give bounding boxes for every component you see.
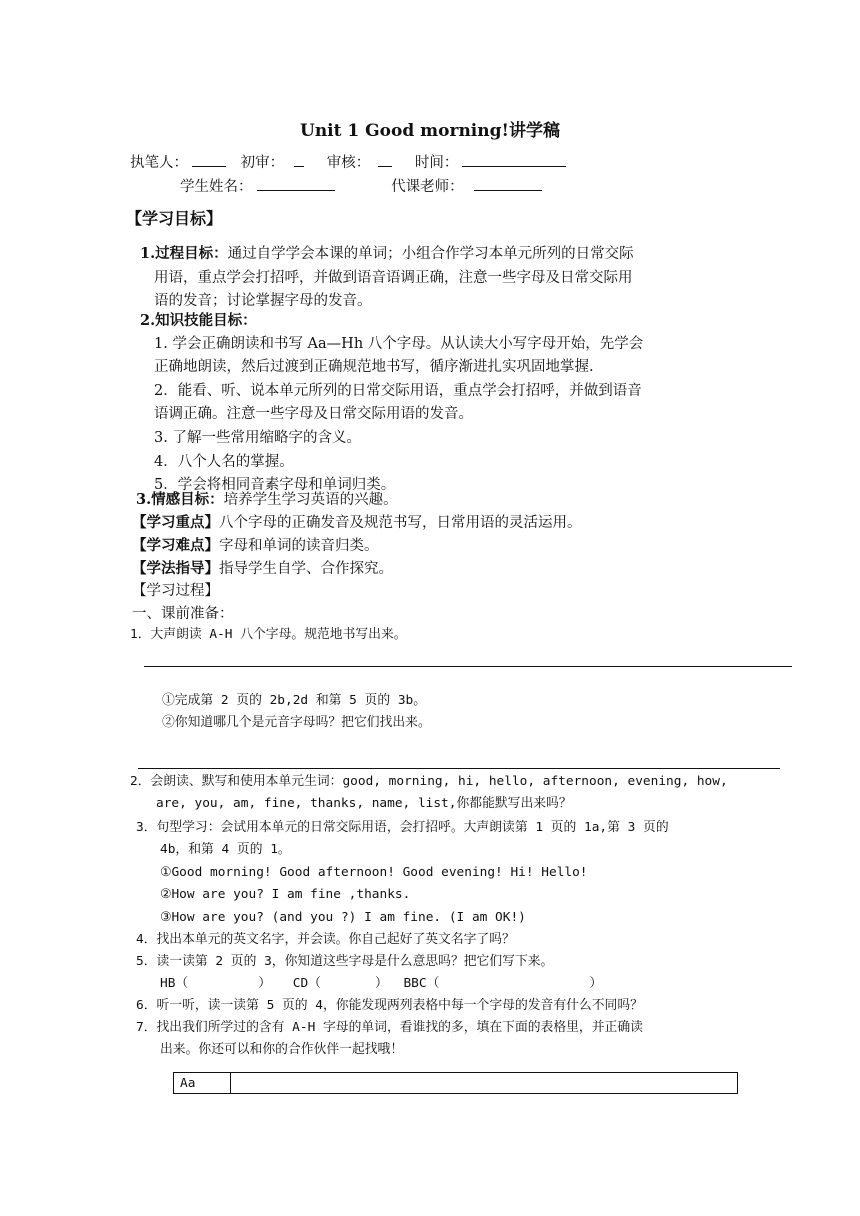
- student-blank[interactable]: [257, 175, 335, 191]
- goal-2-line: 2．能看、听、说本单元所列的日常交际用语，重点学会打招呼，并做到语音: [154, 382, 642, 399]
- bbc-label: BBC（: [403, 976, 440, 991]
- goal-2-label: 2.知识技能目标：: [140, 312, 257, 329]
- item-7: [136, 1017, 643, 1062]
- goal-3-text: 培养学生学习英语的兴趣。: [223, 492, 398, 508]
- cd-close: ）: [374, 976, 388, 991]
- goal-2-line: 5．学会将相同音素字母和单词归类。: [154, 477, 396, 494]
- goal-1-label: 1.过程目标：: [140, 245, 228, 262]
- goal-2: [140, 309, 643, 498]
- goal-1-line: 语的发音；讨论掌握字母的发音。: [154, 293, 372, 310]
- hb-close: ）: [258, 976, 272, 991]
- item-5: 5．读一读第 2 页的 3，你知道这些字母是什么意思吗？把它们写下来。: [136, 954, 554, 969]
- difficulty-label: 【学习难点】: [132, 537, 219, 554]
- hb-label: HB（: [160, 976, 189, 991]
- item-7-line: 出来。你还可以和你的合作伙伴一起找哦！: [160, 1042, 404, 1058]
- key-points: [132, 511, 582, 536]
- item-2: [130, 771, 728, 816]
- goal-2-line: 1. 学会正确朗读和书写 Aa—Hh 八个字母。从认读大小写字母开始，先学会: [154, 335, 644, 352]
- table-row: [174, 1073, 738, 1094]
- item-3-line: 3．句型学习：会试用本单元的日常交际用语，会打招呼。大声朗读第 1 页的 1a,第 3 页的: [136, 820, 669, 835]
- meta-row-1: [130, 151, 570, 172]
- difficulties: [132, 534, 379, 559]
- method: [132, 557, 393, 582]
- cd-label: CD（: [292, 976, 321, 991]
- item-1-sub-line: ①完成第 2 页的 2b,2d 和第 5 页的 3b。: [162, 693, 427, 708]
- item-3-sub-line: ③How are you? (and you ?) I am fine. (I am OK!): [160, 909, 526, 925]
- item-2-line: are, you, am, fine, thanks, name, list,你都能默写出来吗？: [156, 796, 572, 812]
- difficulty-text: 字母和单词的读音归类。: [219, 538, 379, 554]
- meta-row-2: [180, 175, 546, 196]
- item-3-sub-line: ①Good morning! Good afternoon! Good evening! Hi! Hello!: [160, 864, 588, 880]
- item-3-line: 4b，和第 4 页的 1。: [160, 842, 291, 858]
- item-5-blanks: [160, 973, 602, 995]
- teacher-label: 代课老师：: [391, 179, 464, 195]
- answer-line-2[interactable]: [138, 768, 780, 769]
- goal-2-line: 3. 了解一些常用缩略字的含义。: [154, 429, 361, 446]
- item-1: 1．大声朗读 A-H 八个字母。规范地书写出来。: [130, 627, 407, 642]
- time-label: 时间：: [414, 155, 459, 171]
- bbc-close: ）: [589, 976, 603, 991]
- goal-1-line: 用语，重点学会打招呼，并做到语音语调正确，注意一些字母及日常交际用: [154, 269, 633, 286]
- item-4: 4．找出本单元的英文名字，并会读。你自己起好了英文名字了吗？: [136, 932, 515, 947]
- item-3-sub-line: ②How are you? I am fine ,thanks.: [160, 887, 411, 903]
- letter-word-table: [173, 1072, 738, 1094]
- first-review-label: 初审：: [240, 155, 285, 171]
- item-2-line: 2．会朗读、默写和使用本单元生词：good, morning, hi, hello, afternoon, evening, how,: [130, 774, 728, 789]
- student-label: 学生姓名：: [180, 179, 253, 195]
- review-label: 审核：: [326, 155, 371, 171]
- goal-1-line: 通过自学学会本课的单词；小组合作学习本单元所列的日常交际: [227, 246, 634, 262]
- item-1-sub: [162, 690, 431, 735]
- table-cell-words[interactable]: [231, 1073, 738, 1094]
- item-1-sub-line: ②你知道哪几个是元音字母吗？把它们找出来。: [162, 715, 431, 731]
- key-label: 【学习重点】: [132, 514, 219, 531]
- goal-2-line: 语调正确。注意一些字母及日常交际用语的发音。: [154, 406, 473, 423]
- process-heading: 【学习过程】: [132, 583, 219, 599]
- first-review-blank[interactable]: [294, 151, 304, 167]
- key-text: 八个字母的正确发音及规范书写，日常用语的灵活运用。: [219, 515, 582, 531]
- item-6: 6．听一听，读一读第 5 页的 4，你能发现两列表格中每一个字母的发音有什么不同吗？: [136, 998, 643, 1013]
- item-3: [136, 817, 669, 929]
- writer-label: 执笔人：: [130, 155, 188, 171]
- goal-3: [136, 488, 398, 513]
- writer-blank[interactable]: [192, 151, 226, 167]
- item-7-line: 7．找出我们所学过的含有 A-H 字母的单词，看谁找的多，填在下面的表格里，并正确读: [136, 1020, 643, 1035]
- goal-2-line: 4．八个人名的掌握。: [154, 453, 294, 470]
- table-cell-letter: Aa: [174, 1073, 231, 1094]
- goal-3-label: 3.情感目标：: [136, 491, 224, 508]
- answer-line-1[interactable]: [144, 666, 792, 667]
- method-text: 指导学生自学、合作探究。: [219, 561, 393, 577]
- time-blank[interactable]: [462, 151, 566, 167]
- teacher-blank[interactable]: [474, 175, 542, 191]
- prep-heading: 一、课前准备：: [132, 606, 234, 622]
- page-title: Unit 1 Good morning!讲学稿: [300, 121, 560, 141]
- goals-heading: 【学习目标】: [126, 209, 223, 228]
- method-label: 【学法指导】: [132, 560, 219, 577]
- goal-1: [140, 242, 634, 314]
- review-blank[interactable]: [378, 151, 392, 167]
- goal-2-line: 正确地朗读，然后过渡到正确规范地书写，循序渐进扎实巩固地掌握.: [154, 359, 594, 376]
